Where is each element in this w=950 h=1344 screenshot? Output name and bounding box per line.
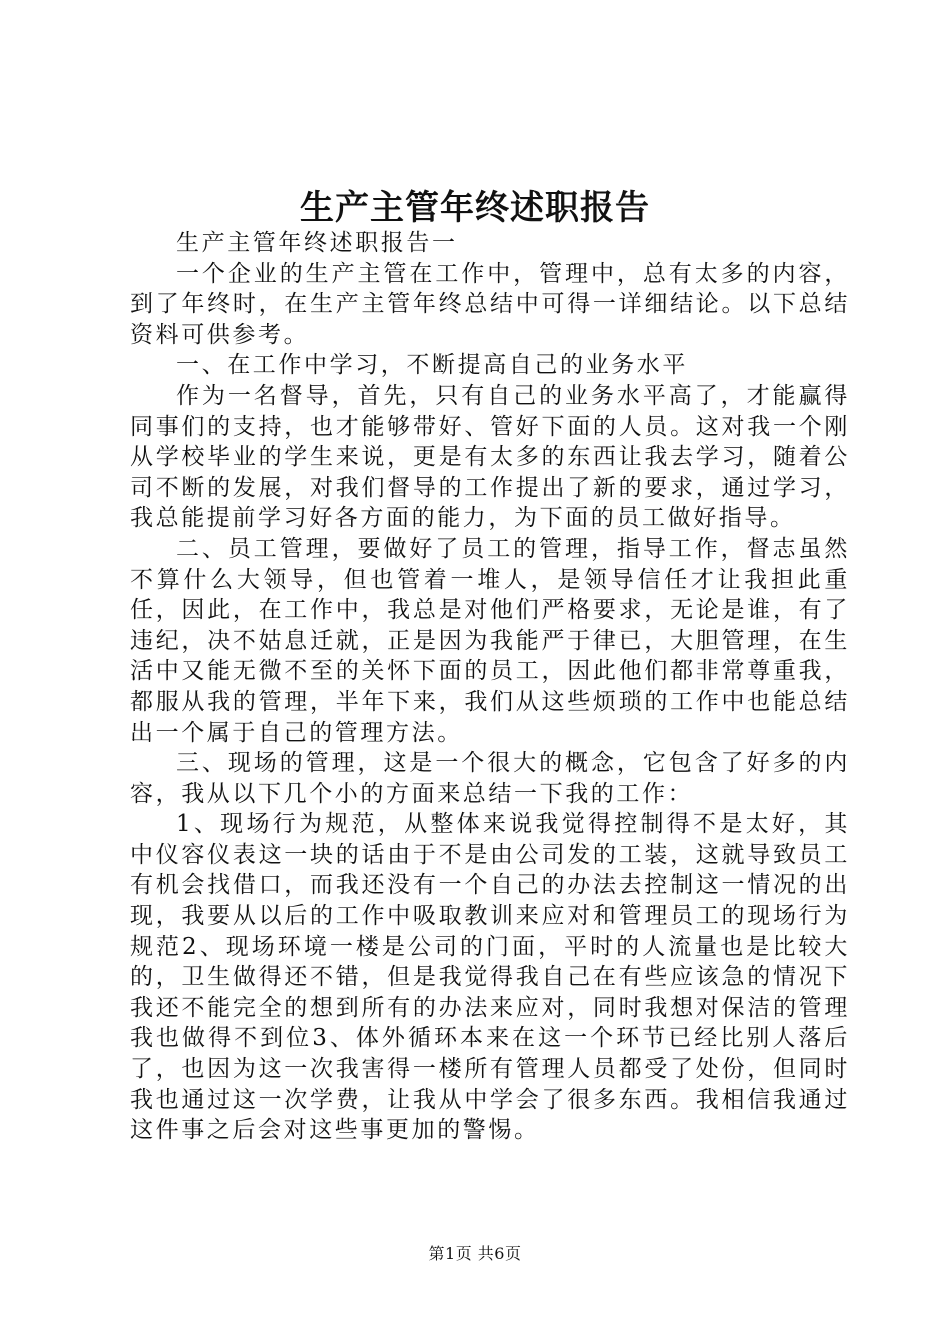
document-body bbox=[130, 228, 850, 1146]
page-footer: 第1页 共6页 bbox=[428, 1244, 522, 1263]
paragraph-intro: 一个企业的生产主管在工作中，管理中，总有太多的内容，到了年终时，在生产主管年终总结中可得一详细结论。以下总结资料可供参考。 bbox=[130, 260, 850, 348]
document-title: 生产主管年终述职报告 bbox=[300, 188, 650, 228]
paragraph-subtitle: 生产主管年终述职报告一 bbox=[176, 230, 458, 256]
paragraph-section-3: 三、现场的管理，这是一个很大的概念，它包含了好多的内容，我从以下几个小的方面来总结一下我的工作： bbox=[130, 750, 850, 807]
paragraph-section-1: 作为一名督导，首先，只有自己的业务水平高了，才能赢得同事们的支持，也才能够带好、管好下面的人员。这对我一个刚从学校毕业的学生来说，更是有太多的东西让我去学习，随着公司不断的发展，对我们督导的工作提出了新的要求，通过学习，我总能提前学习好各方面的能力，为下面的员工做好指导。 bbox=[130, 382, 850, 532]
paragraph-section-3-items: 1、现场行为规范，从整体来说我觉得控制得不是太好，其中仪容仪表这一块的话由于不是由公司发的工装，这就导致员工有机会找借口，而我还没有一个自己的办法去控制这一情况的出现，我要从以后的工作中吸取教训来应对和管理员工的现场行为规范2、现场环境一楼是公司的门面，平时的人流量也是比较大的，卫生做得还不错，但是我觉得我自己在有些应该急的情况下我还不能完全的想到所有的办法来应对，同时我想对保洁的管理我也做得不到位3、体外循环本来在这一个环节已经比别人落后了，也因为这一次我害得一楼所有管理人员都受了处份，但同时我也通过这一次学费，让我从中学会了很多东西。我相信我通过这件事之后会对这些事更加的警惕。 bbox=[130, 811, 850, 1144]
paragraph-section-2: 二、员工管理，要做好了员工的管理，指导工作，督志虽然不算什么大领导，但也管着一堆人，是领导信任才让我担此重任，因此，在工作中，我总是对他们严格要求，无论是谁，有了违纪，决不姑息迁就，正是因为我能严于律已，大胆管理，在生活中又能无微不至的关怀下面的员工，因此他们都非常尊重我，都服从我的管理，半年下来，我们从这些烦琐的工作中也能总结出一个属于自己的管理方法。 bbox=[130, 535, 850, 746]
section-heading-1: 一、在工作中学习，不断提高自己的业务水平 bbox=[176, 352, 688, 379]
